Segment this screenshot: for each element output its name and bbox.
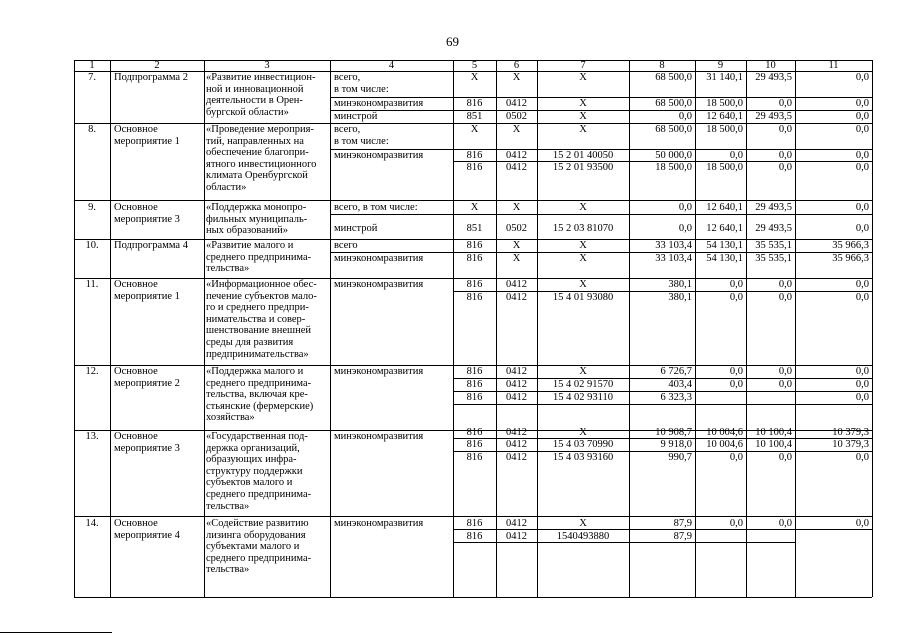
- program-name: Подпрограмма 2: [114, 72, 188, 83]
- executor: минстрой: [334, 111, 378, 122]
- executor: минэкономразвития: [334, 366, 424, 377]
- footer-rule: [0, 632, 112, 633]
- cell-grbs: 816: [466, 392, 483, 403]
- cell-csr: 15 4 03 70990: [552, 439, 614, 450]
- program-name: Основное мероприятие 2: [114, 366, 180, 389]
- cell-csr: 1540493880: [556, 531, 610, 542]
- header-cell: 1: [89, 60, 95, 71]
- cell-amount: 87,9: [673, 531, 692, 542]
- executor: минэкономразвития: [334, 518, 424, 529]
- cell-amount: 10 100,4: [755, 427, 792, 438]
- cell-grbs: 816: [466, 379, 483, 390]
- cell-grbs: 816: [466, 279, 483, 290]
- cell-csr: Х: [579, 253, 587, 264]
- cell-grbs: 851: [466, 223, 483, 234]
- cell-amount: 0,0: [729, 366, 743, 377]
- cell-amount: 29 493,5: [755, 223, 792, 234]
- cell-amount: 18 500,0: [706, 98, 743, 109]
- cell-amount: 68 500,0: [655, 124, 692, 135]
- cell-amount: 0,0: [778, 518, 792, 529]
- budget-table: [74, 60, 872, 597]
- row-number: 14.: [85, 518, 99, 529]
- header-cell: 8: [659, 60, 665, 71]
- cell-rzpr: 0412: [506, 379, 527, 390]
- cell-grbs: 816: [466, 427, 483, 438]
- row-number: 7.: [88, 72, 96, 83]
- cell-amount: 0,0: [855, 124, 869, 135]
- cell-amount: 18 500,0: [706, 162, 743, 173]
- cell-amount: 0,0: [855, 223, 869, 234]
- cell-amount: 6 323,3: [660, 392, 692, 403]
- cell-amount: 0,0: [778, 98, 792, 109]
- row-number: 12.: [85, 366, 99, 377]
- cell-amount: 0,0: [729, 292, 743, 303]
- cell-amount: 33 103,4: [655, 253, 692, 264]
- cell-amount: 54 130,1: [706, 240, 743, 251]
- program-name: Основное мероприятие 1: [114, 279, 180, 302]
- cell-csr: Х: [579, 240, 587, 251]
- cell-amount: 0,0: [855, 518, 869, 529]
- cell-rzpr: 0412: [506, 439, 527, 450]
- cell-amount: 0,0: [729, 150, 743, 161]
- cell-rzpr: 0412: [506, 292, 527, 303]
- cell-rzpr: 0412: [506, 162, 527, 173]
- cell-amount: 10 379,3: [832, 439, 869, 450]
- cell-rzpr: 0412: [506, 366, 527, 377]
- cell-csr: Х: [579, 111, 587, 122]
- cell-amount: 0,0: [855, 452, 869, 463]
- row-number: 11.: [85, 279, 99, 290]
- cell-amount: 29 493,5: [755, 202, 792, 213]
- cell-amount: 0,0: [778, 124, 792, 135]
- header-cell: 10: [765, 60, 776, 71]
- cell-amount: 990,7: [668, 452, 692, 463]
- cell-rzpr: 0412: [506, 279, 527, 290]
- cell-grbs: 816: [466, 531, 483, 542]
- cell-amount: 29 493,5: [755, 111, 792, 122]
- executor: минэкономразвития: [334, 279, 424, 290]
- cell-amount: 35 966,3: [832, 253, 869, 264]
- cell-grbs: 816: [466, 150, 483, 161]
- header-cell: 4: [388, 60, 395, 71]
- executor: всего, в том числе:: [334, 202, 418, 213]
- cell-csr: 15 4 01 93080: [552, 292, 614, 303]
- cell-amount: 29 493,5: [755, 72, 792, 83]
- cell-amount: 0,0: [855, 392, 869, 403]
- cell-grbs: Х: [470, 72, 479, 83]
- cell-csr: Х: [579, 202, 587, 213]
- cell-amount: 12 640,1: [706, 202, 743, 213]
- cell-amount: 68 500,0: [655, 72, 692, 83]
- cell-csr: 15 4 02 91570: [552, 379, 614, 390]
- cell-amount: 50 000,0: [655, 150, 692, 161]
- cell-amount: 0,0: [729, 279, 743, 290]
- program-name: Основное мероприятие 1: [114, 124, 180, 147]
- cell-amount: 10 908,7: [655, 427, 692, 438]
- cell-amount: 54 130,1: [706, 253, 743, 264]
- cell-amount: 0,0: [729, 518, 743, 529]
- program-name: Основное мероприятие 3: [114, 431, 180, 454]
- program-title: «Поддержка малого и среднего предпринима- тельства, включая кре- стьянские (фермерские) хозяйства»: [206, 366, 314, 424]
- cell-rzpr: 0412: [506, 518, 527, 529]
- cell-rzpr: 0502: [506, 223, 527, 234]
- cell-grbs: 816: [466, 253, 483, 264]
- cell-amount: 35 535,1: [755, 253, 792, 264]
- cell-csr: 15 2 01 93500: [552, 162, 614, 173]
- cell-amount: 12 640,1: [706, 223, 743, 234]
- cell-amount: 10 379,3: [832, 427, 869, 438]
- cell-amount: 0,0: [855, 379, 869, 390]
- header-cell: 3: [264, 60, 270, 71]
- row-number: 8.: [88, 124, 96, 135]
- cell-csr: 15 2 01 40050: [552, 150, 614, 161]
- cell-rzpr: Х: [512, 240, 521, 251]
- header-cell: 9: [717, 60, 724, 71]
- cell-csr: Х: [579, 427, 587, 438]
- cell-amount: 0,0: [855, 150, 869, 161]
- header-cell: 11: [828, 60, 839, 71]
- cell-amount: 403,4: [668, 379, 692, 390]
- cell-amount: 0,0: [778, 292, 792, 303]
- cell-grbs: 816: [466, 452, 483, 463]
- cell-csr: 15 4 02 93110: [553, 392, 613, 403]
- cell-rzpr: 0412: [506, 150, 527, 161]
- header-cell: 7: [580, 60, 586, 71]
- cell-amount: 18 500,0: [655, 162, 692, 173]
- executor: минэкономразвития: [334, 98, 424, 109]
- cell-rzpr: Х: [512, 72, 521, 83]
- cell-rzpr: Х: [512, 253, 521, 264]
- cell-csr: 15 4 03 93160: [552, 452, 614, 463]
- cell-amount: 0,0: [855, 98, 869, 109]
- program-title: «Информационное обес- печение субъектов мало- го и среднего предпри- нимательства и совер- шенствование внешней среды для развития предпринимательства»: [206, 279, 317, 360]
- cell-amount: 10 004,6: [706, 439, 743, 450]
- cell-amount: 68 500,0: [655, 98, 692, 109]
- program-name: Подпрограмма 4: [114, 240, 188, 251]
- executor: всего, в том числе:: [334, 124, 389, 147]
- cell-amount: 9 918,0: [660, 439, 692, 450]
- program-title: «Поддержка монопро- фильных муниципаль- ных образований»: [206, 202, 308, 237]
- cell-rzpr: Х: [512, 202, 521, 213]
- cell-amount: 0,0: [729, 452, 743, 463]
- cell-rzpr: Х: [512, 124, 521, 135]
- cell-amount: 18 500,0: [706, 124, 743, 135]
- cell-amount: 10 004,6: [706, 427, 743, 438]
- cell-grbs: Х: [470, 202, 479, 213]
- cell-grbs: 816: [466, 98, 483, 109]
- executor: всего, в том числе:: [334, 72, 389, 95]
- program-title: «Содействие развитию лизинга оборудования субъектами малого и среднего предпринима- тельства»: [206, 518, 312, 576]
- cell-amount: 380,1: [668, 279, 692, 290]
- cell-rzpr: 0412: [506, 392, 527, 403]
- cell-grbs: 816: [466, 439, 483, 450]
- cell-amount: 0,0: [678, 202, 692, 213]
- cell-amount: 0,0: [678, 111, 692, 122]
- program-name: Основное мероприятие 4: [114, 518, 180, 541]
- cell-rzpr: 0502: [506, 111, 527, 122]
- cell-amount: 12 640,1: [706, 111, 743, 122]
- cell-amount: 0,0: [778, 379, 792, 390]
- cell-amount: 35 966,3: [832, 240, 869, 251]
- cell-rzpr: 0412: [506, 452, 527, 463]
- row-number: 9.: [88, 202, 96, 213]
- row-number: 10.: [85, 240, 99, 251]
- cell-grbs: Х: [470, 124, 479, 135]
- page-number: 69: [446, 34, 459, 49]
- cell-amount: 31 140,1: [706, 72, 743, 83]
- executor: всего: [334, 240, 358, 251]
- cell-amount: 0,0: [855, 202, 869, 213]
- cell-amount: 0,0: [778, 279, 792, 290]
- cell-rzpr: 0412: [506, 531, 527, 542]
- program-title: «Проведение мероприя- тий, направленных на обеспечение благопри- ятного инвестиционного климата Оренбургской области»: [206, 124, 317, 193]
- cell-rzpr: 0412: [506, 427, 527, 438]
- cell-amount: 33 103,4: [655, 240, 692, 251]
- cell-rzpr: 0412: [506, 98, 527, 109]
- cell-amount: 0,0: [855, 279, 869, 290]
- cell-grbs: 816: [466, 292, 483, 303]
- header-cell: 2: [154, 60, 160, 71]
- cell-amount: 0,0: [778, 366, 792, 377]
- cell-csr: Х: [579, 279, 587, 290]
- cell-amount: 0,0: [855, 72, 869, 83]
- cell-amount: 0,0: [729, 379, 743, 390]
- cell-amount: 0,0: [855, 162, 869, 173]
- cell-grbs: 851: [466, 111, 483, 122]
- cell-amount: 0,0: [678, 223, 692, 234]
- cell-amount: 0,0: [778, 150, 792, 161]
- row-number: 13.: [85, 431, 99, 442]
- cell-amount: 35 535,1: [755, 240, 792, 251]
- cell-csr: Х: [579, 124, 587, 135]
- cell-grbs: 816: [466, 518, 483, 529]
- cell-amount: 10 100,4: [755, 439, 792, 450]
- cell-csr: Х: [579, 72, 587, 83]
- program-name: Основное мероприятие 3: [114, 202, 180, 225]
- cell-amount: 0,0: [778, 162, 792, 173]
- cell-amount: 87,9: [673, 518, 692, 529]
- program-title: «Развитие малого и среднего предпринима- тельства»: [206, 240, 312, 275]
- cell-amount: 6 726,7: [660, 366, 692, 377]
- cell-csr: Х: [579, 366, 587, 377]
- cell-csr: Х: [579, 518, 587, 529]
- program-title: «Государственная под- держка организаций, образующих инфра- структуру поддержки субъектов малого и среднего предпринима- тельства»: [206, 431, 312, 512]
- cell-grbs: 816: [466, 366, 483, 377]
- header-cell: 5: [471, 60, 478, 71]
- cell-grbs: 816: [466, 240, 483, 251]
- cell-grbs: 816: [466, 162, 483, 173]
- cell-csr: Х: [579, 98, 587, 109]
- cell-amount: 0,0: [778, 452, 792, 463]
- executor: минэкономразвития: [334, 150, 424, 161]
- cell-amount: 380,1: [668, 292, 692, 303]
- cell-amount: 0,0: [855, 111, 869, 122]
- executor: минстрой: [334, 223, 378, 234]
- executor: минэкономразвития: [334, 253, 424, 264]
- cell-csr: 15 2 03 81070: [552, 223, 614, 234]
- program-title: «Развитие инвестицион- ной и инновационной деятельности в Орен- бургской области»: [206, 72, 316, 118]
- header-cell: 6: [513, 60, 520, 71]
- cell-amount: 0,0: [855, 292, 869, 303]
- cell-amount: 0,0: [855, 366, 869, 377]
- executor: минэкономразвития: [334, 431, 424, 442]
